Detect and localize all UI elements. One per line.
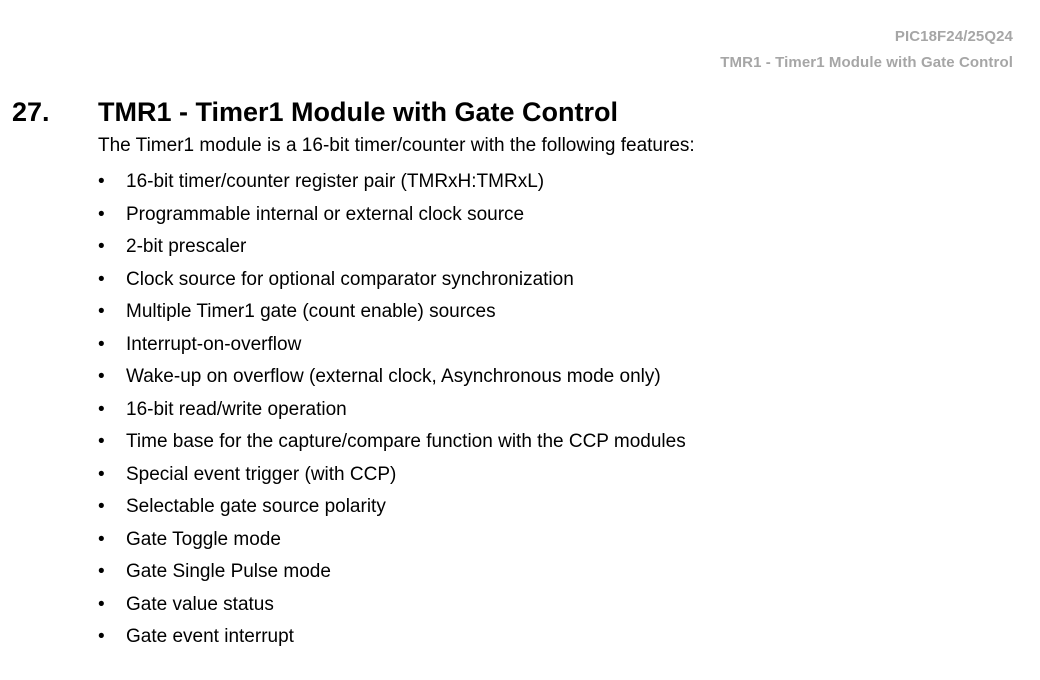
feature-text: 16-bit timer/counter register pair (TMRxH:TMRxL) bbox=[126, 171, 545, 192]
bullet-icon: • bbox=[98, 561, 105, 582]
feature-item bbox=[98, 461, 686, 494]
feature-item bbox=[98, 233, 686, 266]
feature-item bbox=[98, 591, 686, 624]
running-header bbox=[720, 24, 1013, 76]
bullet-icon: • bbox=[98, 626, 105, 647]
feature-text: Programmable internal or external clock source bbox=[126, 203, 525, 225]
feature-item bbox=[98, 298, 686, 331]
feature-text: Selectable gate source polarity bbox=[126, 496, 386, 517]
bullet-icon: • bbox=[98, 203, 105, 225]
feature-text: Wake-up on overflow (external clock, Asynchronous mode only) bbox=[126, 366, 661, 387]
feature-item bbox=[98, 396, 686, 429]
feature-item bbox=[98, 331, 686, 364]
feature-text: Clock source for optional comparator synchronization bbox=[126, 268, 574, 290]
bullet-icon: • bbox=[98, 463, 105, 485]
feature-item bbox=[98, 363, 686, 396]
bullet-icon: • bbox=[98, 366, 105, 387]
feature-text: 16-bit read/write operation bbox=[126, 398, 347, 420]
bullet-icon: • bbox=[98, 528, 105, 550]
feature-text: Special event trigger (with CCP) bbox=[126, 463, 397, 485]
feature-text: Multiple Timer1 gate (count enable) sources bbox=[126, 301, 496, 322]
feature-text: Interrupt-on-overflow bbox=[126, 333, 302, 355]
feature-text: 2-bit prescaler bbox=[126, 236, 247, 257]
section-title: TMR1 - Timer1 Module with Gate Control bbox=[98, 97, 619, 127]
bullet-icon: • bbox=[98, 268, 105, 290]
bullet-icon: • bbox=[98, 398, 105, 420]
document-id: PIC18F24/25Q24 bbox=[894, 28, 1013, 45]
feature-item bbox=[98, 493, 686, 526]
bullet-icon: • bbox=[98, 171, 105, 192]
feature-text: Gate Toggle mode bbox=[126, 528, 281, 550]
feature-text: Time base for the capture/compare function with the CCP modules bbox=[126, 431, 686, 452]
feature-item bbox=[98, 428, 686, 461]
feature-item bbox=[98, 623, 686, 656]
bullet-icon: • bbox=[98, 496, 105, 517]
feature-text: Gate event interrupt bbox=[126, 626, 294, 647]
feature-text: Gate value status bbox=[126, 593, 274, 615]
bullet-icon: • bbox=[98, 593, 105, 615]
bullet-icon: • bbox=[98, 301, 105, 322]
section-number: 27. bbox=[12, 97, 50, 127]
chapter-title: TMR1 - Timer1 Module with Gate Control bbox=[720, 54, 1013, 71]
feature-item bbox=[98, 526, 686, 559]
feature-item bbox=[98, 201, 686, 234]
feature-list bbox=[98, 168, 686, 656]
feature-item bbox=[98, 266, 686, 299]
feature-text: Gate Single Pulse mode bbox=[126, 561, 331, 582]
bullet-icon: • bbox=[98, 333, 105, 355]
bullet-icon: • bbox=[98, 431, 105, 452]
section-heading bbox=[12, 94, 618, 130]
feature-item bbox=[98, 168, 686, 201]
bullet-icon: • bbox=[98, 236, 105, 257]
intro-paragraph: The Timer1 module is a 16-bit timer/counter with the following features: bbox=[98, 135, 695, 156]
feature-item bbox=[98, 558, 686, 591]
